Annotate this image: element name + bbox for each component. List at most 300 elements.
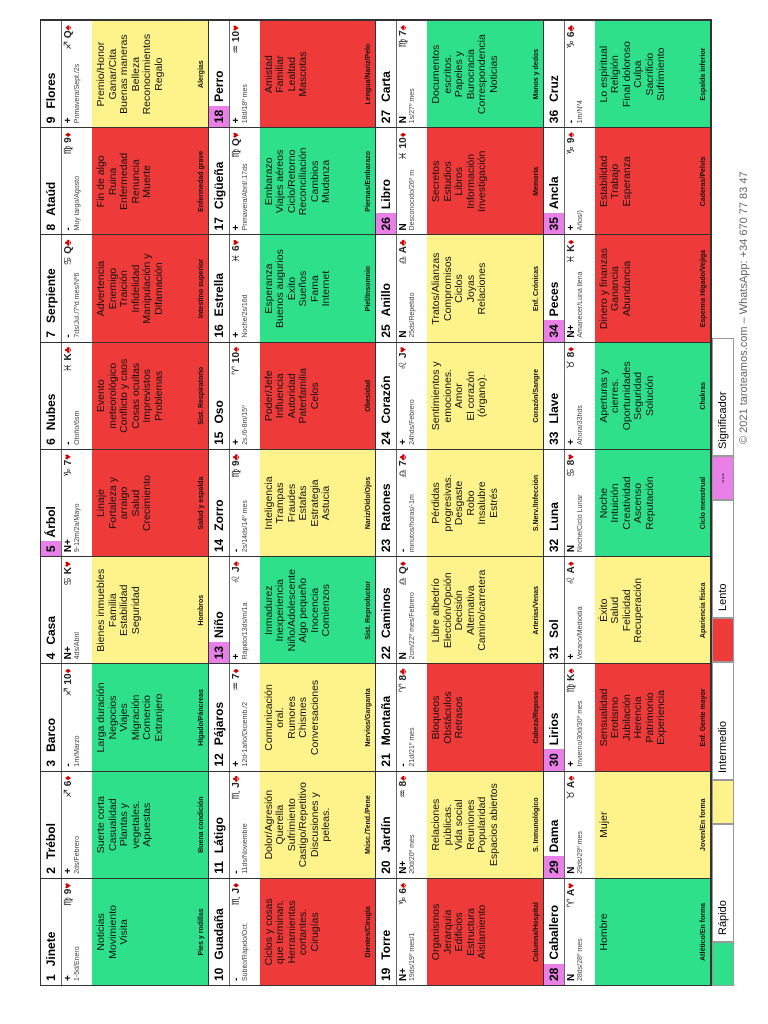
card-header [209,21,230,127]
card-suit-icon: ♥ [565,453,577,460]
card-header [376,879,397,985]
card-22 [376,556,544,663]
keyword: Influencia [274,373,286,419]
card-27 [376,20,544,127]
card-body-part: Memoria [532,166,540,196]
card-symbol: ♈ 10 [230,351,242,375]
card-meta [62,128,92,234]
keyword: Compromisos [441,256,454,321]
card-body-part: Nervios/Garganta [365,688,372,747]
card-body-part: Buena condición [197,796,205,853]
card-body [260,21,376,127]
card-body [260,128,376,234]
keyword: Reconocimientos [141,33,153,115]
card-name: Trébol [44,823,58,860]
keyword: Noticias [95,913,107,951]
card-symbol: ♌ J [398,352,409,370]
card-3 [41,663,209,770]
card-timing: 18d/18º mes [241,84,249,124]
card-number: 4 [44,652,58,660]
card-timing: 1s/27º mes [409,88,416,124]
card-header [544,450,565,556]
card-keywords [96,905,131,959]
card-keywords [599,41,668,107]
card-number: 33 [546,431,561,445]
card-9 [41,20,209,127]
keyword: Trabajo [609,163,621,199]
keyword: Investigación [476,150,488,212]
keyword: Culpa [632,60,644,88]
card-11 [209,771,377,878]
keyword: Esperanza [620,156,633,207]
card-25 [376,234,544,341]
keyword: Fortaleza y [106,477,119,529]
keyword: Estafas [297,485,309,521]
card-header [544,343,565,449]
card-header [41,128,62,234]
keyword: Jerarquía [441,909,454,955]
keyword: Casualidad [106,798,119,851]
card-symbol: ♐ Q [63,30,74,50]
card-body-part: Dientes/Cirugía [365,906,372,958]
card-symbol: ♐ 10 [63,673,74,697]
card-body-part: S. Inmunológico [532,797,540,852]
card-timing: Súbito/Rápido/Oct. [241,922,249,981]
card-body [92,772,208,878]
card-yes-no: - [230,977,242,981]
card-18 [209,20,377,127]
card-number: 15 [211,431,226,445]
card-body [427,343,543,449]
keyword: Patrimonio [643,692,656,743]
card-yes-no: + [230,331,242,338]
card-timing: minutos/horas/-1m [409,494,416,553]
keyword: Alternativa [464,585,477,636]
card-suit-icon: ♣ [565,25,577,32]
card-yes-no: + [230,117,242,124]
card-keywords [264,569,333,651]
card-number: 14 [211,538,226,553]
card-suit-icon: ♦ [398,132,409,138]
card-keywords [96,359,165,433]
keyword: Dinero y finanzas [597,248,610,330]
keyword: Documentos [430,44,442,104]
card-keywords [96,34,165,115]
keyword: Ciclos [453,274,465,303]
card-name: Torre [379,929,393,960]
card-body-part: Manos y dedos [532,48,540,100]
card-header [376,235,397,341]
card-symbol: ♍ 7 [398,30,409,48]
card-meta [62,557,92,663]
card-keywords [96,254,165,324]
card-symbol: ♍ 9 [230,460,242,478]
card-number: 25 [379,324,393,338]
card-timing: Amanecer/Luna llena [576,271,584,338]
card-meta [230,879,260,985]
card-suit-icon: ♥ [230,132,242,139]
card-yes-no: N [565,544,577,553]
keyword: Regalo [152,57,165,91]
card-symbol: ♌ J [230,566,242,584]
card-body [595,879,711,985]
keyword: Organismos [430,903,442,961]
card-yes-no: + [63,975,74,981]
card-meta [565,343,595,449]
keyword: Joyas [464,274,477,303]
card-number: 17 [211,217,226,231]
keyword: Bloqueos [430,695,442,740]
card-body-part: Piel/Insomnio [365,265,372,312]
keyword: Ascenso [632,482,644,524]
keyword: Cambios [308,160,321,203]
keyword: Dolor/Agresión [262,789,275,860]
card-keywords [599,156,634,207]
card-symbol: ♌ A [565,566,577,585]
card-8 [41,127,209,234]
card-number: 12 [211,753,226,767]
keyword: Traición [118,270,130,308]
keyword: Espacios abiertos [487,783,500,867]
card-body [92,21,208,127]
keyword: Comercio [141,694,153,740]
card-number: 30 [544,749,564,770]
keyword: Enfermedad [118,152,130,210]
card-meta [397,235,427,341]
keyword: Burocracia [464,49,477,100]
card-yes-no: N [398,116,409,124]
card-body [595,128,711,234]
card-number: 36 [546,109,561,124]
card-keywords [599,689,668,747]
card-keywords [264,148,333,216]
card-name: Flores [44,72,58,109]
card-name: Nubes [44,393,58,431]
card-body [260,772,376,878]
keyword: Intuición [609,483,621,523]
card-suit-icon: ♥ [565,882,577,889]
keyword: Mudanza [320,159,332,203]
keyword: Viajes aéreos [274,149,286,214]
card-meta [230,450,260,556]
card-body [260,450,376,556]
card-meta [230,772,260,878]
card-number: 35 [544,213,564,234]
keyword: Decisión [453,590,465,631]
card-body [595,343,711,449]
card-yes-no: + [230,439,242,445]
card-body [92,879,208,985]
card-header [209,664,230,770]
keyword: Inmadurez [262,585,275,636]
card-yes-no: - [63,334,74,338]
keyword: Estudios [441,161,454,202]
card-suit-icon: ♠ [565,775,577,781]
card-suit-icon: ♥ [398,346,409,353]
card-timing: Otoño/6sm [74,410,81,445]
keyword: Final doloroso [620,41,633,108]
card-timing: 24hds/Febrero [409,399,416,445]
keyword: escritos. [441,54,454,94]
card-name: Montaña [379,695,393,746]
card-keywords [431,783,500,866]
keyword: Buenas maneras [118,34,130,114]
keyword: Herencia [632,696,644,739]
card-suit-icon: ♥ [63,561,74,568]
card-body-part: Sist. Reproductor [365,580,372,640]
card-26 [376,127,544,234]
keyword: Astucia [320,485,332,521]
card-symbol: ♓ K [63,353,74,373]
keyword: Religión [609,55,621,94]
card-name: Perro [211,70,226,102]
keyword: Premio/Honor [95,41,107,107]
keyword: Relaciones [430,798,442,851]
keyword: Reputación [643,476,656,530]
card-name: Lirios [546,712,561,746]
card-33 [544,342,712,449]
card-keywords [264,782,333,867]
card-symbol: ♑ 7 [63,459,74,478]
card-meta [565,450,595,556]
card-yes-no: N+ [63,539,74,553]
card-body-part: Espalda inferior [700,47,707,101]
keyword: Secretos [430,160,442,203]
keyword: Chismes [297,697,309,738]
card-body-part: Caderas/Pelvis [700,156,707,207]
card-timing: 28ds/28º mes [576,938,584,981]
card-suit-icon: ♠ [63,25,74,31]
card-header [544,128,565,234]
keyword: Estructura [464,907,477,956]
card-yes-no: N+ [398,967,409,981]
card-yes-no: - [398,548,409,553]
card-body-part: Apariencia física [700,582,707,639]
card-yes-no: N [398,223,409,231]
card-header [41,772,62,878]
card-header [41,450,62,556]
keyword: emociones. [441,368,454,423]
card-header [376,450,397,556]
card-symbol: ♓ K [565,244,577,264]
keyword: Plantas y [118,803,130,847]
card-name: Serpiente [44,268,58,323]
card-name: Ancla [546,176,561,210]
card-timing: 7ds/Jul./7ºd mes/Nº6 [74,272,81,338]
card-keywords [96,153,154,210]
card-yes-no: - [63,763,74,767]
card-body [92,664,208,770]
keyword: Advertencia [95,260,107,317]
card-timing: Primavera/Abril/.17ds [241,163,249,231]
card-meta [62,664,92,770]
card-keywords [431,570,489,651]
card-meta [62,450,92,556]
card-body [427,21,543,127]
card-suit-icon: ♦ [565,561,577,567]
card-number: 16 [211,324,226,338]
legend-significator-label: Significador [712,338,734,456]
card-header [376,21,397,127]
keyword: Robo [464,490,477,516]
card-number: 32 [546,538,561,553]
keyword: Discusiones y [308,792,321,858]
card-yes-no: + [63,867,74,874]
card-keywords [431,34,500,114]
card-yes-no: + [230,760,242,767]
keyword: Erotismo [609,696,621,739]
card-name: Sol [546,619,561,638]
card-10 [209,878,377,985]
card-number: 20 [379,860,393,874]
card-grid [40,19,712,986]
keyword: Difamación [152,262,165,315]
keyword: Hombre [597,913,610,951]
card-timing: 2s./6-8m/15º [241,405,249,445]
card-header [41,235,62,341]
keyword: Relaciones [476,262,488,315]
card-keywords [96,796,154,853]
card-name: Árbol [44,506,58,538]
card-name: Niño [211,611,226,638]
card-header [376,772,397,878]
card-yes-no: + [63,117,74,124]
keyword: Movimiento [106,905,119,959]
keyword: Correspondencia [476,34,488,115]
card-body [260,557,376,663]
keyword: Embarazo [262,157,275,206]
card-header [41,557,62,663]
card-yes-no: N [398,652,409,660]
card-timing: 25ds/Repetido [409,292,416,338]
card-timing: 4ds/Abril [74,632,81,660]
card-meta [397,450,427,556]
card-body-part: Cabeza/Reposo [532,691,540,744]
card-symbol: ♏ J [230,782,242,800]
card-meta [230,21,260,127]
card-header [544,772,565,878]
keyword: Trampas [274,482,286,524]
keyword: Ciclos y cosas [262,898,275,966]
card-keywords [431,151,489,212]
keyword: Sufrimiento [655,47,667,101]
keyword: Amistad [262,55,275,94]
card-meta [397,343,427,449]
card-symbol: ♐ 6 [63,780,74,798]
card-body [260,664,376,770]
card-body-part: Alergias [197,60,205,88]
card-name: Ratones [379,483,393,531]
legend-swatch-fast [712,942,734,986]
card-symbol: ♉ 8 [565,351,577,370]
keyword: Salud [129,489,142,517]
card-body [427,879,543,985]
card-name: Jardín [379,816,393,853]
card-symbol: ♉ A [565,780,577,800]
card-symbol: ♓ 10 [398,137,409,161]
card-keywords [431,361,489,430]
legend-fast-label: Rápido [712,824,734,942]
keyword: Rumores [285,696,298,739]
card-body [595,772,711,878]
card-body [427,128,543,234]
card-yes-no: N [565,866,577,874]
card-suit-icon: ♣ [63,239,74,247]
keyword: Larga duración [95,682,107,753]
card-7 [41,234,209,341]
card-number: 18 [209,106,229,127]
keyword: Conversaciones [308,679,321,756]
card-body-part: Piernas/Embarazo [365,151,372,212]
card-suit-icon: ♣ [398,453,409,461]
keyword: Aislamiento [476,904,488,960]
card-body [260,235,376,341]
card-timing: Invierno/30d/30º mes [576,700,584,767]
keyword: que terminan. [274,899,286,965]
keyword: Esperanza [262,263,275,314]
keyword: peleas. [320,807,332,842]
keyword: Elección/Opción [441,572,454,649]
card-timing: 12d-1año/Diciemb./2 [241,701,249,767]
keyword: Ciclo/Retorno [285,149,298,214]
keyword: vegetales. [129,800,142,849]
card-body-part: Salud y espalda [197,476,205,530]
card-timing: 1m/Nº4 [576,100,584,124]
card-meta [62,343,92,449]
keyword: Viajes [118,703,130,732]
card-yes-no: + [565,439,577,445]
keyword: Reconciliación [297,147,309,216]
card-body [92,557,208,663]
legend-slow-label: Lento [712,500,734,618]
keyword: Fama [308,275,321,302]
keyword: Abundancia [620,260,633,317]
card-header [41,664,62,770]
card-timing: Noche/Ciclo Lunar [576,494,584,553]
card-name: Barco [44,717,58,752]
keyword: Poder/Jefe [262,370,275,422]
keyword: Fraudes [285,483,298,523]
card-number: 24 [379,431,393,445]
card-34 [544,234,712,341]
keyword: Familia [106,593,119,628]
card-meta [230,664,260,770]
card-header [544,235,565,341]
card-header [376,343,397,449]
keyword: Algo pequeño [297,577,309,643]
keyword: Paterfamilia [297,368,309,424]
card-timing: Verano/Mediodía [576,606,584,660]
card-23 [376,449,544,556]
keyword: Sacrificio [643,52,656,96]
keyword: Sueños [297,270,309,307]
card-keywords [264,476,333,529]
card-name: Corazón [379,375,393,424]
card-31 [544,556,712,663]
card-meta [62,879,92,985]
card-meta [397,772,427,878]
keyword: Lealtad [285,56,298,92]
card-keywords [431,904,489,961]
keyword: Infidelidad [129,264,142,313]
card-body [92,128,208,234]
card-suit-icon: ♦ [230,668,242,674]
card-meta [62,235,92,341]
card-body [595,557,711,663]
keyword: Estrategia [308,479,321,527]
card-meta [565,772,595,878]
card-timing: 9-12m/2a/Mayo [74,503,81,553]
